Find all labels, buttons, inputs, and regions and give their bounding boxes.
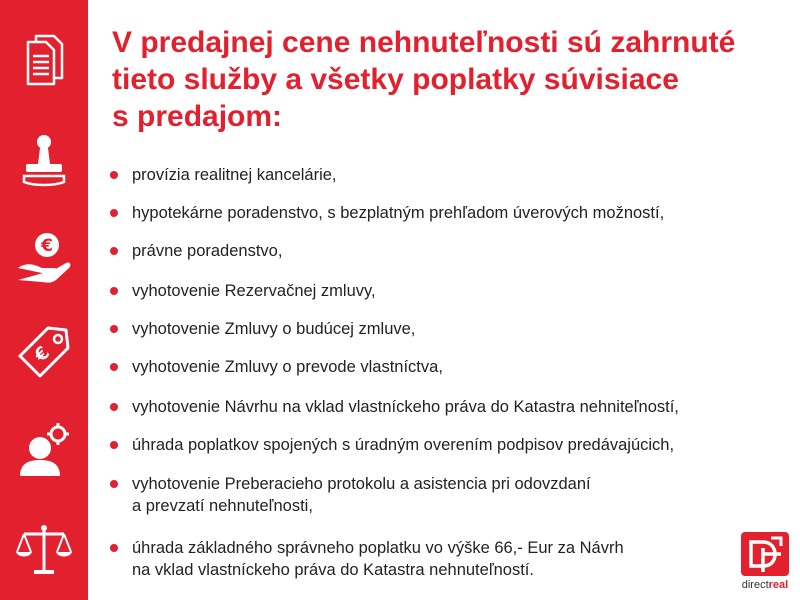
sidebar (0, 0, 88, 600)
title-line-3: s predajom: (112, 100, 283, 133)
logo-text-direct: direct (741, 579, 769, 591)
bullet-icon (110, 287, 118, 295)
directreal-logo (736, 532, 794, 596)
bullet-icon (110, 441, 118, 449)
title-line-1: V predajnej cene nehnuteľnosti sú zahrnuté (112, 26, 736, 59)
service-text: vyhotovenie Návrhu na vklad vlastníckeho práva do Katastra nehniteľností, (132, 398, 679, 416)
list-item (108, 318, 758, 340)
bullet-icon (110, 171, 118, 179)
logo-text-real: real (768, 579, 789, 591)
list-item (108, 396, 758, 418)
service-text: vyhotovenie Zmluvy o budúcej zmluve, (132, 320, 416, 338)
list-item (108, 434, 758, 456)
documents-icon (14, 30, 74, 90)
logo-wordmark (736, 578, 794, 592)
list-item (108, 240, 758, 262)
page-title (112, 24, 782, 135)
service-text: provízia realitnej kancelárie, (132, 166, 337, 184)
bullet-icon (110, 544, 118, 552)
stamp-icon (14, 130, 74, 190)
svg-text:€: € (30, 342, 55, 367)
service-text: hypotekárne poradenstvo, s bezplatným prehľadom úverových možností, (132, 204, 665, 222)
list-item (108, 356, 758, 378)
list-item (108, 473, 758, 517)
bullet-icon (110, 247, 118, 255)
service-text: úhrada základného správneho poplatku vo výške 66,- Eur za Návrh (132, 539, 624, 557)
person-gear-icon (14, 420, 74, 480)
svg-text:€: € (41, 236, 53, 256)
bullet-icon (110, 480, 118, 488)
service-text: vyhotovenie Rezervačnej zmluvy, (132, 282, 376, 300)
price-tag-icon (14, 320, 74, 380)
service-text-continued: na vklad vlastníckeho práva do Katastra nehnuteľností. (132, 561, 534, 579)
service-text: vyhotovenie Preberacieho protokolu a asistencia pri odovzdaní (132, 475, 591, 493)
service-text: právne poradenstvo, (132, 242, 283, 260)
bullet-icon (110, 325, 118, 333)
list-item (108, 164, 758, 186)
bullet-icon (110, 209, 118, 217)
logo-mark-icon (741, 532, 789, 576)
service-text: úhrada poplatkov spojených s úradným overením podpisov predávajúcich, (132, 436, 675, 454)
bullet-icon (110, 403, 118, 411)
list-item (108, 537, 758, 581)
service-text-continued: a prevzatí nehnuteľnosti, (132, 497, 313, 515)
service-text: vyhotovenie Zmluvy o prevode vlastníctva, (132, 358, 443, 376)
bullet-icon (110, 363, 118, 371)
title-line-2: tieto služby a všetky poplatky súvisiace (112, 63, 679, 96)
hand-money-icon (14, 228, 74, 288)
list-item (108, 202, 758, 224)
scales-icon (14, 520, 74, 580)
list-item (108, 280, 758, 302)
